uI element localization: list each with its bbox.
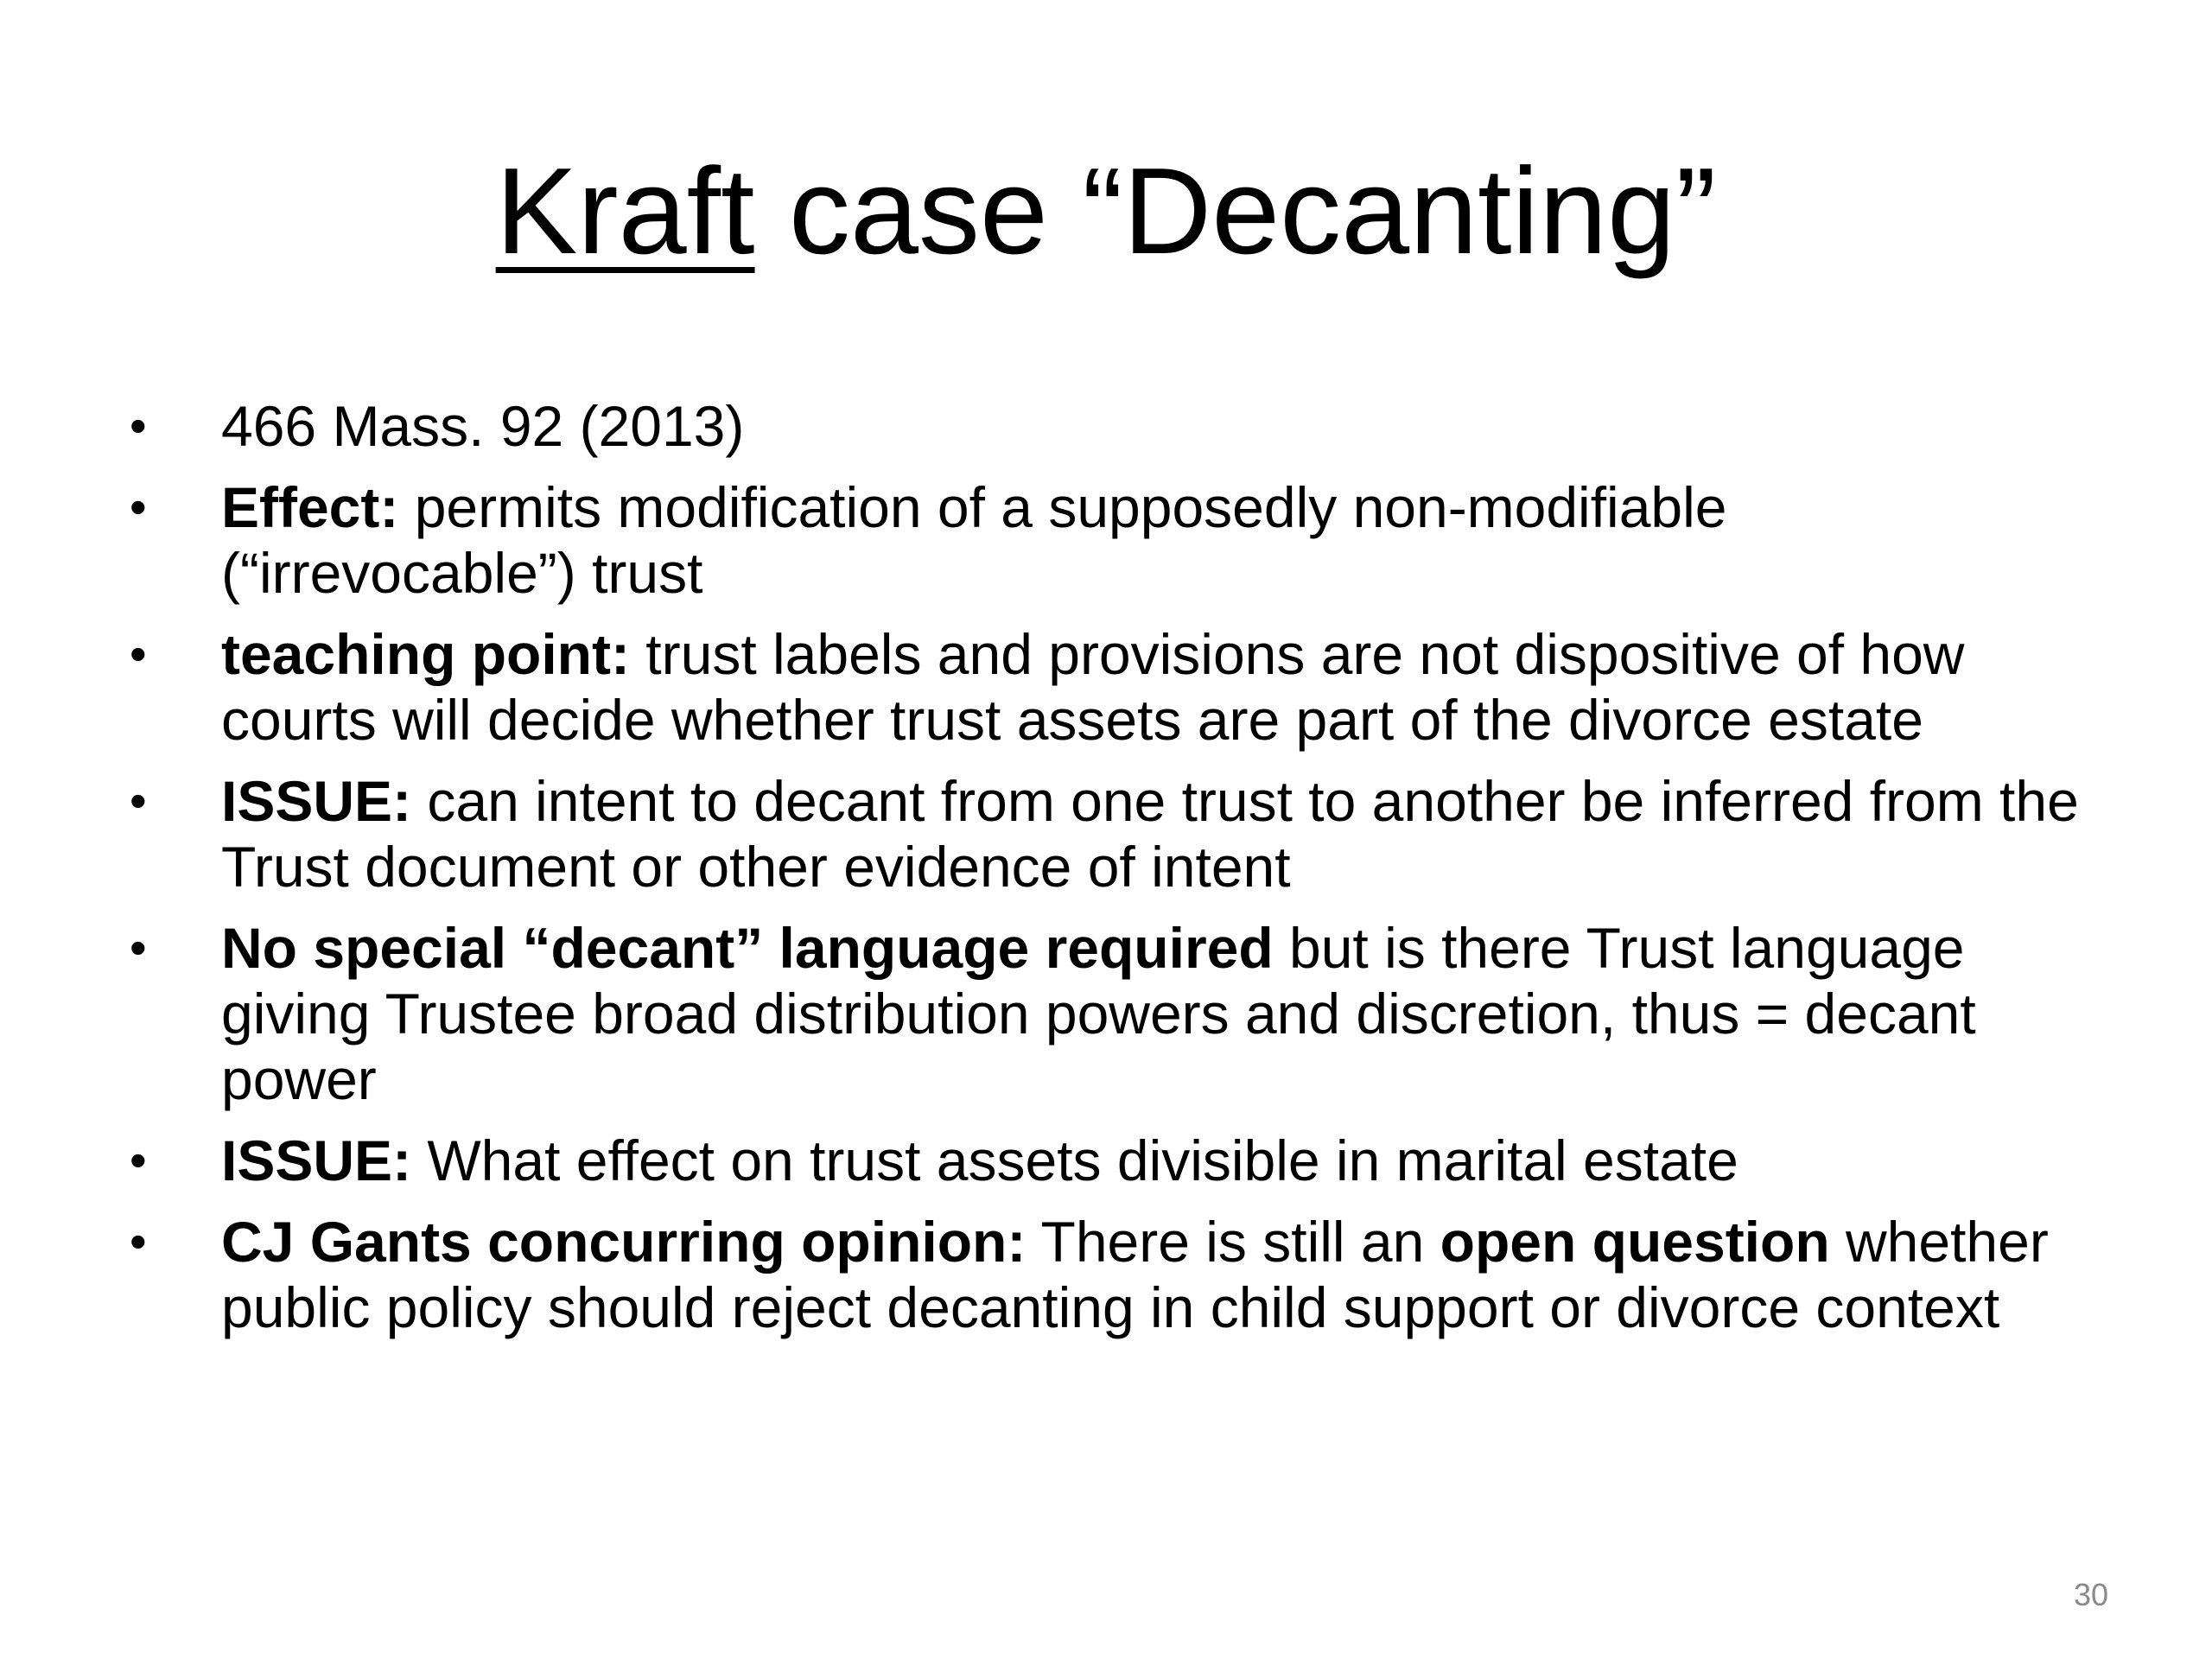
page-number: 30: [2073, 1577, 2108, 1612]
slide-title: [0, 138, 2212, 285]
bullet-emphasis: open question: [1440, 1210, 1830, 1274]
bullet-label: Effect:: [221, 475, 399, 539]
bullet-label: No special “decant” language required: [221, 916, 1274, 980]
bullet-issue-effect: [130, 1128, 2082, 1193]
bullet-no-special-language: [130, 915, 2082, 1112]
bullet-text: permits modification of a supposedly non-modifiable (“irrevocable”) trust: [221, 475, 1727, 605]
title-rest: case “Decanting”: [754, 143, 1717, 280]
bullet-effect: [130, 474, 2082, 606]
bullet-text: trust labels and provisions are not dispositive of how courts will decide whether trust assets are part of the divorce estate: [221, 622, 1965, 752]
bullet-icon: •: [130, 1133, 147, 1187]
bullet-icon: •: [130, 773, 147, 828]
bullet-text: can intent to decant from one trust to another be inferred from the Trust document or other evidence of intent: [221, 769, 2079, 899]
bullet-text: There is still an: [1026, 1210, 1440, 1274]
bullet-label: teaching point:: [221, 622, 630, 686]
bullet-icon: •: [130, 626, 147, 681]
bullet-citation: [130, 393, 2082, 459]
bullet-text-continued: whether public policy should reject decanting in child support or divorce context: [221, 1210, 2049, 1339]
bullet-icon: •: [130, 398, 147, 453]
bullet-issue-intent: [130, 768, 2082, 899]
bullet-concurring-opinion: [130, 1209, 2082, 1340]
bullet-label: ISSUE:: [221, 1128, 412, 1192]
bullet-icon: •: [130, 480, 147, 534]
bullet-icon: •: [130, 1214, 147, 1268]
bullet-icon: •: [130, 920, 147, 975]
title-case-name: Kraft: [495, 143, 755, 280]
bullet-list: [130, 393, 2082, 1356]
bullet-label: CJ Gants concurring opinion:: [221, 1210, 1027, 1274]
bullet-label: ISSUE:: [221, 769, 412, 833]
bullet-teaching-point: [130, 621, 2082, 753]
bullet-text: but is there Trust language giving Trustee broad distribution powers and discretion, thus = decant power: [221, 916, 1976, 1111]
bullet-text: 466 Mass. 92 (2013): [221, 394, 745, 458]
bullet-text: What effect on trust assets divisible in marital estate: [411, 1128, 1738, 1192]
